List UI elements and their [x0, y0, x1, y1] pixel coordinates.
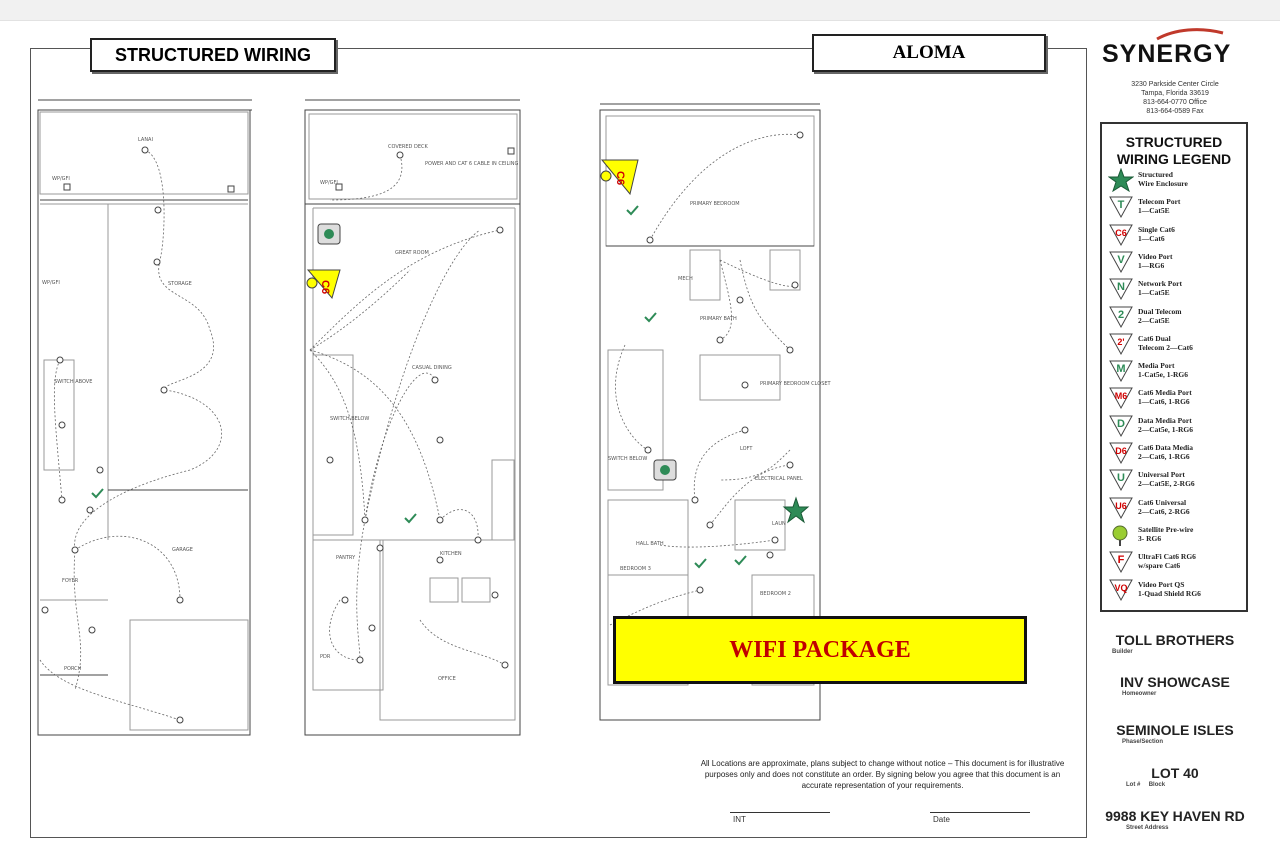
svg-text:LANAI: LANAI	[138, 137, 153, 143]
legend-item	[1108, 578, 1242, 604]
svg-text:F: F	[1117, 554, 1125, 567]
legend-item	[1108, 332, 1242, 358]
legend-item-label: UltraFi Cat6 RG6 w/spare Cat6	[1138, 552, 1196, 571]
legend-item	[1108, 496, 1242, 522]
svg-text:2': 2'	[1117, 336, 1125, 347]
port-triangle-icon	[1108, 441, 1134, 465]
svg-text:PANTRY: PANTRY	[336, 555, 356, 561]
svg-text:CASUAL DINING: CASUAL DINING	[412, 365, 452, 371]
svg-text:SWITCH BELOW: SWITCH BELOW	[330, 416, 370, 422]
legend-item	[1108, 386, 1242, 412]
svg-text:T: T	[1117, 199, 1125, 212]
port-triangle-icon	[1108, 277, 1134, 301]
svg-text:SWITCH ABOVE: SWITCH ABOVE	[54, 379, 93, 385]
legend-item-label: Video Port 1—RG6	[1138, 251, 1173, 270]
lot-field: LOT 40 Lot # Block	[1126, 765, 1199, 788]
homeowner-field: INV SHOWCASE Homeowner	[1120, 674, 1230, 697]
port-triangle-icon	[1108, 468, 1134, 492]
wifi-package-banner: WIFI PACKAGE	[613, 616, 1027, 684]
port-triangle-icon	[1108, 305, 1134, 329]
svg-text:FOYER: FOYER	[62, 578, 79, 584]
svg-text:M: M	[1116, 363, 1126, 376]
port-triangle-icon	[1108, 386, 1134, 410]
svg-text:WP/GFI: WP/GFI	[42, 280, 60, 286]
synergy-logo-swoosh	[1155, 27, 1225, 41]
svg-text:GREAT ROOM: GREAT ROOM	[395, 250, 429, 256]
svg-text:U6: U6	[1115, 500, 1127, 511]
port-triangle-icon	[1108, 332, 1134, 356]
legend-item-label: Data Media Port 2—Cat5e, 1-RG6	[1138, 415, 1193, 434]
port-triangle-icon	[1108, 250, 1134, 274]
legend-item-label: Cat6 Media Port 1—Cat6, 1-RG6	[1138, 388, 1192, 407]
legend-item-label: Media Port 1-Cat5e, 1-RG6	[1138, 361, 1188, 380]
structured-wiring-legend	[1100, 122, 1248, 612]
port-triangle-icon	[1108, 223, 1134, 247]
svg-text:GARAGE: GARAGE	[172, 547, 193, 553]
svg-text:WP/GFI: WP/GFI	[52, 176, 70, 182]
legend-title: STRUCTURED WIRING LEGEND	[1116, 134, 1232, 167]
c6-marker-floor2	[307, 270, 340, 298]
svg-text:VQ: VQ	[1114, 582, 1128, 593]
svg-text:SWITCH BELOW: SWITCH BELOW	[608, 456, 648, 462]
legend-item	[1108, 277, 1242, 303]
int-signature-line[interactable]	[730, 812, 830, 813]
legend-item	[1108, 195, 1242, 221]
svg-text:KITCHEN: KITCHEN	[440, 551, 462, 557]
svg-text:PRIMARY BATH: PRIMARY BATH	[700, 316, 737, 322]
svg-text:N: N	[1117, 281, 1125, 294]
svg-text:MECH: MECH	[678, 276, 693, 282]
legend-item-label: Single Cat6 1—Cat6	[1138, 224, 1175, 243]
svg-text:PORCH: PORCH	[64, 666, 82, 672]
svg-text:U: U	[1117, 472, 1125, 485]
svg-text:C6: C6	[319, 280, 331, 295]
port-triangle-icon	[1108, 195, 1134, 219]
date-label: Date	[933, 815, 950, 824]
svg-text:M6: M6	[1114, 391, 1128, 402]
svg-text:ELECTRICAL PANEL: ELECTRICAL PANEL	[755, 476, 803, 482]
street-address-field: 9988 KEY HAVEN RD Street Address	[1105, 808, 1245, 831]
legend-item-label: Telecom Port 1—Cat5E	[1138, 197, 1181, 216]
svg-text:HALL BATH: HALL BATH	[636, 541, 664, 547]
svg-text:BEDROOM 2: BEDROOM 2	[760, 591, 791, 597]
builder-field: TOLL BROTHERS Builder	[1112, 632, 1235, 655]
svg-text:OFFICE: OFFICE	[438, 676, 456, 682]
satellite-dish-icon	[1108, 523, 1134, 547]
svg-text:BEDROOM 3: BEDROOM 3	[620, 566, 651, 572]
legend-item-label: Dual Telecom 2—Cat5E	[1138, 306, 1182, 325]
model-name: ALOMA	[812, 34, 1046, 72]
svg-text:LAUN: LAUN	[772, 521, 786, 527]
legend-item-label: Network Port 1—Cat5E	[1138, 279, 1182, 298]
legend-item-label: Cat6 Data Media 2—Cat6, 1-RG6	[1138, 443, 1193, 461]
legend-item-label: Structured Wire Enclosure	[1138, 170, 1188, 188]
legend-item	[1108, 441, 1242, 467]
legend-item	[1108, 468, 1242, 494]
port-triangle-icon	[1108, 496, 1134, 520]
drawing-title: STRUCTURED WIRING	[90, 38, 336, 72]
svg-text:LOFT: LOFT	[740, 446, 753, 452]
legend-item	[1108, 168, 1242, 194]
svg-text:PDR: PDR	[320, 654, 331, 660]
legend-item-label: Video Port QS 1-Quad Shield RG6	[1138, 579, 1201, 598]
legend-item	[1108, 414, 1242, 440]
legend-item	[1108, 523, 1242, 549]
svg-text:2: 2	[1117, 308, 1125, 321]
svg-text:PRIMARY BEDROOM CLOSET: PRIMARY BEDROOM CLOSET	[760, 381, 831, 387]
structured-wire-enclosure-marker	[784, 498, 808, 522]
svg-text:D6: D6	[1115, 446, 1127, 456]
port-triangle-icon	[1108, 550, 1134, 574]
legend-item	[1108, 359, 1242, 385]
port-triangle-icon	[1108, 414, 1134, 438]
legend-item-label: Cat6 Universal 2—Cat6, 2-RG6	[1138, 497, 1190, 516]
svg-text:WP/GFI: WP/GFI	[320, 180, 338, 186]
legend-item	[1108, 223, 1242, 249]
legend-item	[1108, 550, 1242, 576]
legend-item-label: Universal Port 2—Cat5E, 2-RG6	[1138, 470, 1195, 489]
star-icon	[1108, 168, 1134, 192]
svg-text:C6: C6	[1115, 227, 1127, 238]
date-signature-line[interactable]	[930, 812, 1030, 813]
phase-field: SEMINOLE ISLES Phase/Section	[1116, 722, 1234, 745]
int-label: INT	[733, 815, 746, 824]
svg-text:V: V	[1117, 253, 1125, 266]
legend-item-label: Cat6 Dual Telecom 2—Cat6	[1138, 333, 1193, 352]
legend-item	[1108, 250, 1242, 276]
disclaimer-text: All Locations are approximate, plans subject to change without notice – This document is for illustrative purposes only and does not constitute an order. By signing below you agree that this document is an accurate representation of your requirements.	[700, 759, 1065, 790]
company-address: 3230 Parkside Center Circle Tampa, Florida 33619 813-664-0770 Office 813-664-0589 Fax	[1131, 81, 1219, 115]
svg-text:STORAGE: STORAGE	[168, 281, 192, 287]
first-floor-plan	[38, 100, 252, 735]
company-logo: SYNERGY	[1102, 40, 1232, 68]
port-triangle-icon	[1108, 359, 1134, 383]
legend-item-label: Satellite Pre-wire 3- RG6	[1138, 524, 1194, 543]
svg-text:POWER AND CAT 6 CABLE IN CEILI: POWER AND CAT 6 CABLE IN CEILING	[425, 161, 519, 167]
legend-item	[1108, 305, 1242, 331]
svg-text:C6: C6	[614, 171, 626, 186]
svg-text:COVERED DECK: COVERED DECK	[388, 144, 428, 150]
port-triangle-icon	[1108, 578, 1134, 602]
svg-text:PRIMARY BEDROOM: PRIMARY BEDROOM	[690, 201, 740, 207]
svg-text:D: D	[1117, 417, 1125, 430]
c6-marker-floor3	[601, 160, 638, 194]
